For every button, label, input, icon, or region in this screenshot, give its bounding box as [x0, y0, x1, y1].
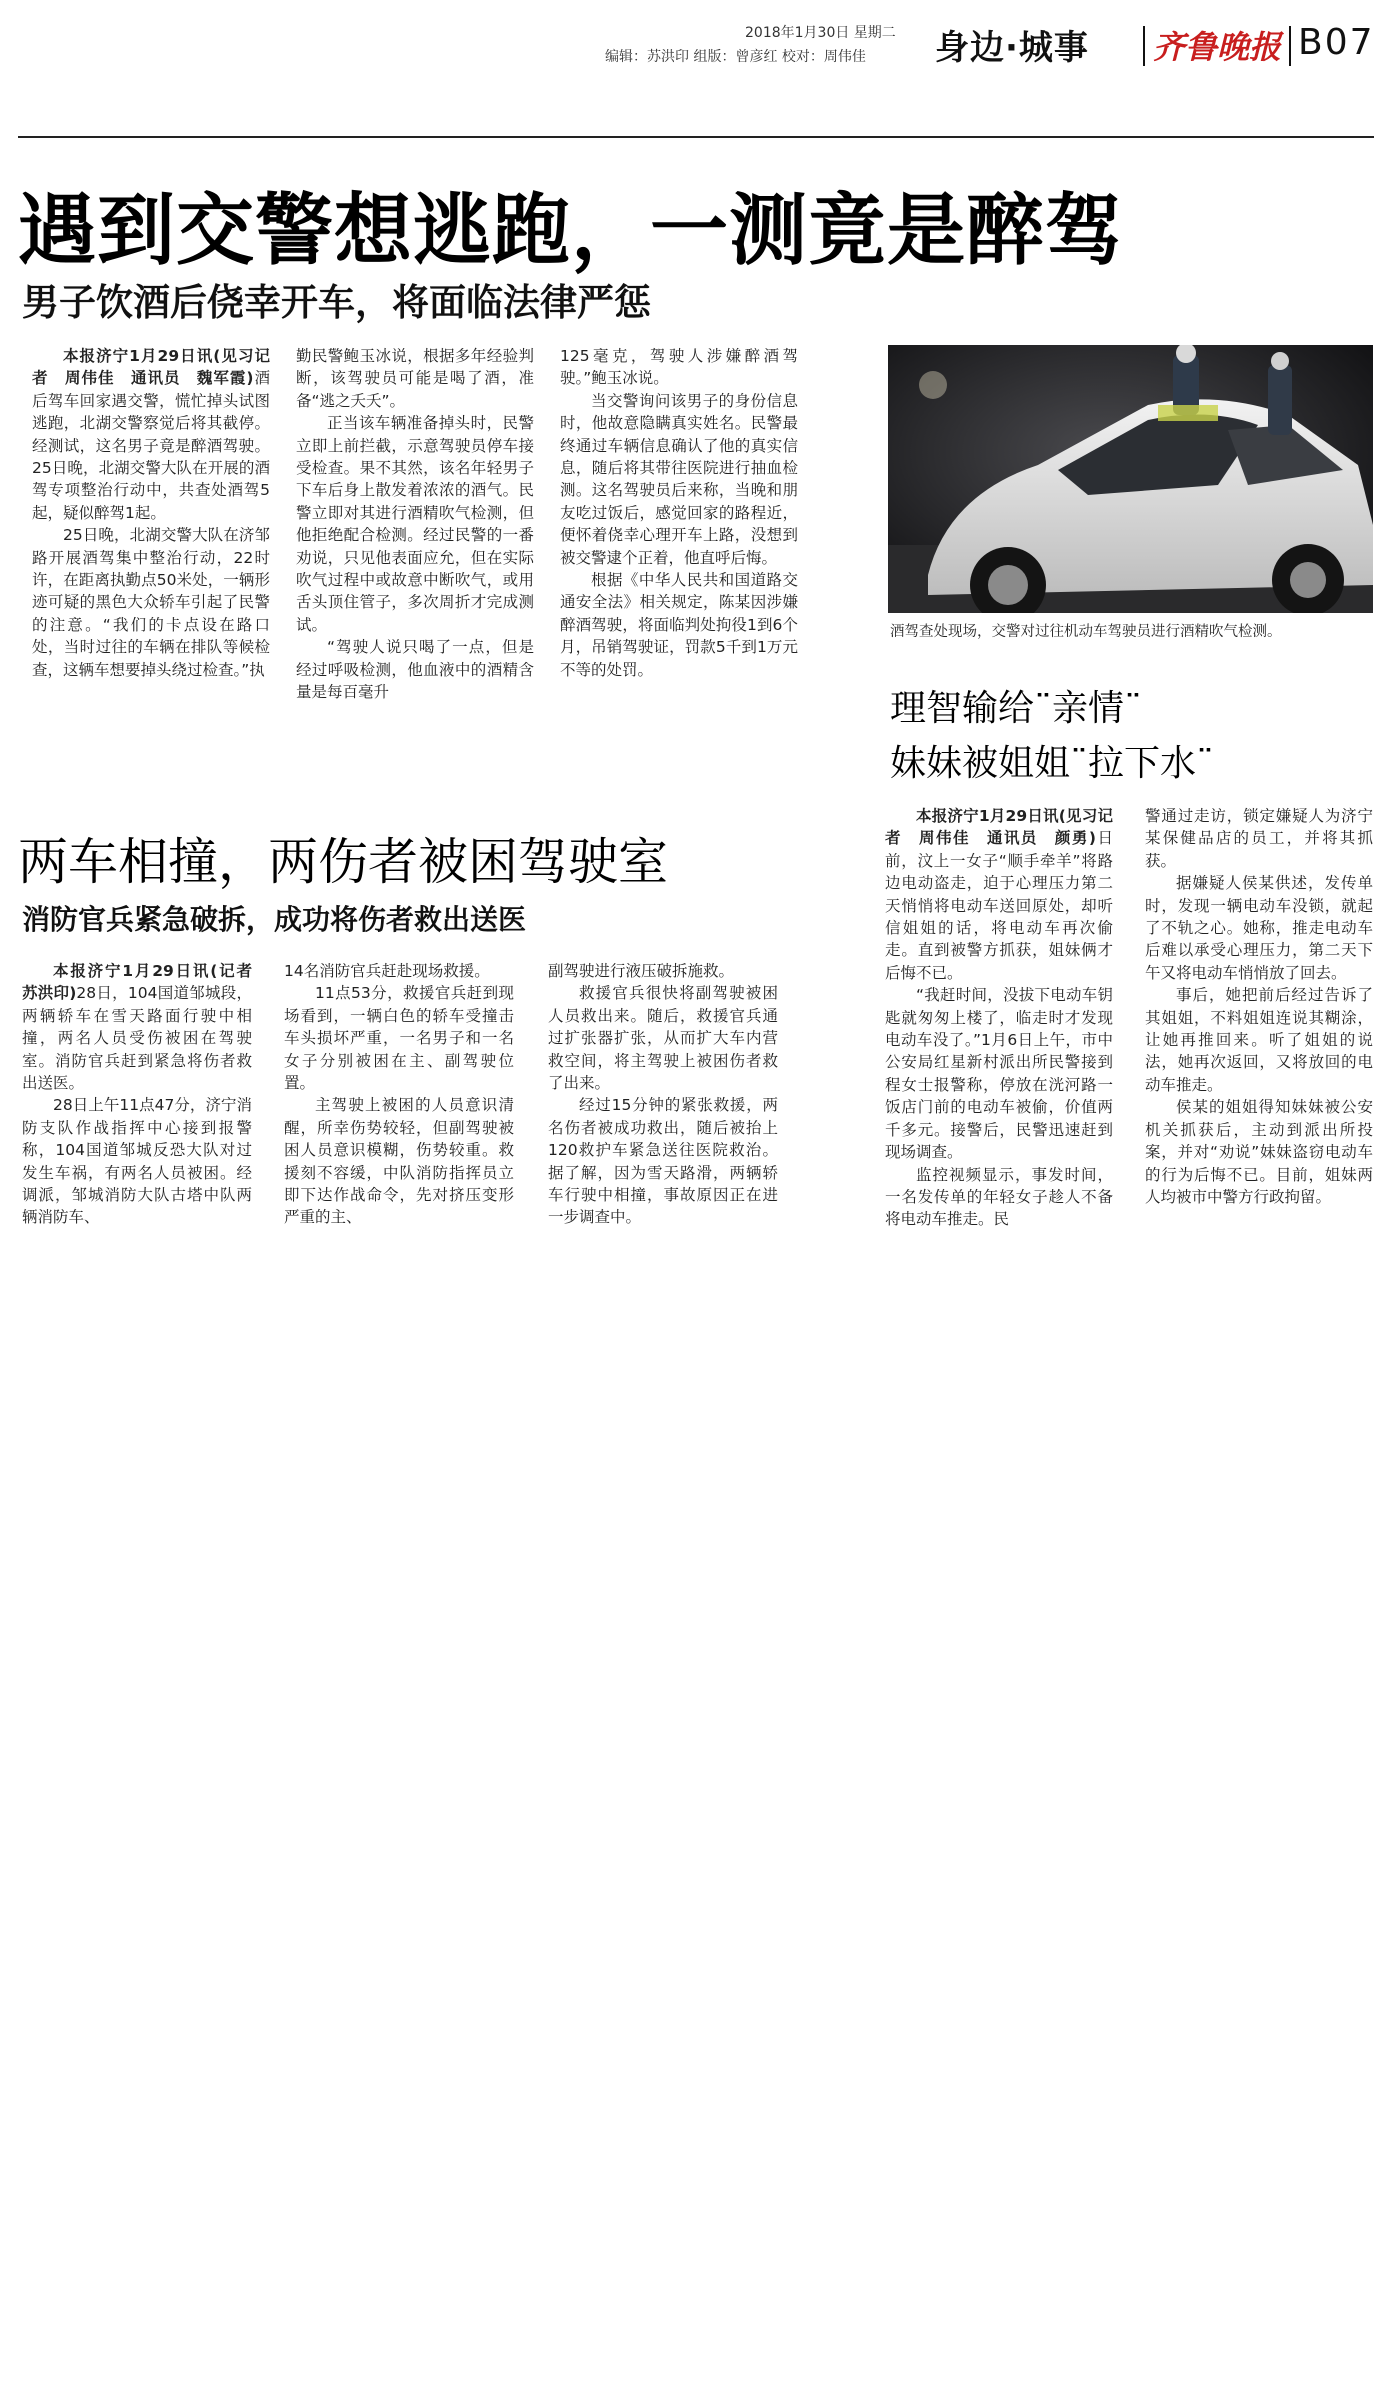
- paragraph: [22, 1094, 252, 1228]
- paragraph-text: 勤民警鲍玉冰说，根据多年经验判断，该驾驶员可能是喝了酒，准备“逃之夭夭”。: [296, 347, 534, 410]
- paragraph: [885, 1164, 1113, 1231]
- article1-headline: 遇到交警想逃跑，一测竟是醉驾: [18, 186, 1125, 276]
- article2-subhead: 消防官兵紧急破拆，成功将伤者救出送医: [22, 903, 527, 936]
- header-divider: [1143, 26, 1145, 66]
- paragraph: [885, 984, 1113, 1163]
- newspaper-logo: 齐鲁晚报: [1153, 28, 1282, 66]
- paragraph-text: 28日上午11点47分，济宁消防支队作战指挥中心接到报警称，104国道邹城反恐大队对过发生车祸，有两名人员被困。经调派，邹城消防大队古塔中队两辆消防车、: [22, 1096, 252, 1227]
- paragraph: [560, 345, 798, 390]
- paragraph-text: 酒后驾车回家遇交警，慌忙掉头试图逃跑，北湖交警察觉后将其截停。经测试，这名男子竟是醉酒驾驶。25日晚，北湖交警大队在开展的酒驾专项整治行动中，共查处酒驾5起，疑似醉驾1起。: [32, 369, 270, 522]
- paragraph: [548, 1094, 778, 1228]
- editors-credit: 编辑：苏洪印 组版：曾彦红 校对：周伟佳: [605, 49, 866, 65]
- paragraph: [548, 982, 778, 1094]
- paragraph-text: “我赶时间，没拔下电动车钥匙就匆匆上楼了，临走时才发现电动车没了。”1月6日上午，市中公安局红星新村派出所民警接到程女士报警称，停放在洸河路一饭店门前的电动车被偷，价值两千多元。接警后，民警迅速赶到现场调查。: [885, 986, 1113, 1162]
- paragraph-text: 据嫌疑人侯某供述，发传单时，发现一辆电动车没锁，就起了不轨之心。她称，推走电动车后难以承受心理压力，第二天下午又将电动车悄悄放了回去。: [1145, 874, 1373, 982]
- section-name: 身边·城事: [935, 28, 1089, 68]
- paragraph: [548, 960, 778, 982]
- paragraph: [296, 636, 534, 703]
- paragraph-text: 14名消防官兵赶赴现场救援。: [284, 962, 490, 980]
- article2-column-1: [22, 960, 268, 1229]
- paragraph: [1145, 984, 1373, 1096]
- paragraph: [1145, 872, 1373, 984]
- article1-column-3: [560, 345, 798, 681]
- paragraph: [560, 390, 798, 569]
- paragraph: [32, 345, 270, 524]
- paragraph-text: 救援官兵很快将副驾驶被困人员救出来。随后，救援官兵通过扩张器扩张，从而扩大车内营救空间，将主驾驶上被困伤者救了出来。: [548, 984, 778, 1093]
- paragraph-text: 正当该车辆准备掉头时，民警立即上前拦截，示意驾驶员停车接受检查。果不其然，该名年轻男子下车后身上散发着浓浓的酒气。民警立即对其进行酒精吹气检测，但他拒绝配合检测。经过民警的一番劝说，只见他表面应允，但在实际吹气过程中或故意中断吹气，或用舌头顶住管子，多次周折才完成测试。: [296, 414, 534, 634]
- dateline: 本报济宁1月29日讯(记者 苏洪印): [22, 962, 268, 1003]
- paragraph: [560, 569, 798, 681]
- paragraph: [1145, 1096, 1373, 1208]
- paragraph-text: 主驾驶上被困的人员意识清醒，所幸伤势较轻，但副驾驶被困人员意识模糊，伤势较重。救援刻不容缓，中队消防指挥员立即下达作战命令，先对挤压变形严重的主、: [284, 1096, 514, 1227]
- issue-date: 2018年1月30日 星期二: [745, 25, 896, 41]
- paragraph-text: 125毫克，驾驶人涉嫌醉酒驾驶。”鲍玉冰说。: [560, 347, 798, 388]
- paragraph: [1145, 805, 1373, 872]
- paragraph-text: 事后，她把前后经过告诉了其姐姐，不料姐姐连说其糊涂，让她再推回来。听了姐姐的说法，她再次返回，又将放回的电动车推走。: [1145, 986, 1373, 1094]
- article2-headline: 两车相撞，两伤者被困驾驶室: [18, 833, 668, 891]
- paragraph-text: 当交警询问该男子的身份信息时，他故意隐瞒真实姓名。民警最终通过车辆信息确认了他的真实信息，随后将其带往医院进行抽血检测。这名驾驶员后来称，当晚和朋友吃过饭后，感觉回家的路程近，便怀着侥幸心理开车上路，没想到被交警逮个正着，他直呼后悔。: [560, 391, 798, 567]
- paragraph-text: 经过15分钟的紧张救援，两名伤者被成功救出，随后被抬上120救护车紧急送往医院救治。据了解，因为雪天路滑，两辆轿车行驶中相撞，事故原因正在进一步调查中。: [548, 1096, 778, 1227]
- paragraph-text: 日前，汶上一女子“顺手牵羊”将路边电动盗走，迫于心理压力第二天悄悄将电动车送回原处，却听信姐姐的话，将电动车再次偷走。直到被警方抓获，姐妹俩才后悔不已。: [885, 829, 1113, 982]
- photo-illustration: [888, 345, 1373, 613]
- page-number: B07: [1298, 22, 1375, 63]
- article1-column-1: [32, 345, 270, 681]
- article3-column-1: [885, 805, 1113, 1231]
- paragraph: [885, 805, 1113, 984]
- paragraph-text: 根据《中华人民共和国道路交通安全法》相关规定，陈某因涉嫌醉酒驾驶，将面临判处拘役1到6个月，吊销驾驶证，罚款5千到1万元不等的处罚。: [560, 571, 798, 679]
- paragraph: [32, 524, 270, 681]
- paragraph-text: 11点53分，救援官兵赶到现场看到，一辆白色的轿车受撞击车头损坏严重，一名男子和一名女子分别被困在主、副驾驶位置。: [284, 984, 514, 1093]
- paragraph-text: “驾驶人说只喝了一点，但是经过呼吸检测，他血液中的酒精含量是每百毫升: [296, 638, 534, 702]
- paragraph: [22, 960, 268, 1094]
- paragraph-text: 监控视频显示，事发时间，一名发传单的年轻女子趁人不备将电动车推走。民: [885, 1165, 1113, 1229]
- paragraph: [296, 345, 534, 412]
- article2-column-3: [548, 960, 778, 1229]
- article1-column-2: [296, 345, 534, 704]
- article2-column-2: [284, 960, 514, 1229]
- paragraph-text: 警通过走访，锁定嫌疑人为济宁某保健品店的员工，并将其抓获。: [1145, 807, 1373, 870]
- dateline: 本报济宁1月29日讯(见习记者 周伟佳 通讯员 颜勇): [885, 807, 1113, 848]
- article1-subhead: 男子饮酒后侥幸开车，将面临法律严惩: [22, 281, 651, 324]
- paragraph-text: 副驾驶进行液压破拆施救。: [548, 962, 735, 980]
- paragraph-text: 25日晚，北湖交警大队在济邹路开展酒驾集中整治行动，22时许，在距离执勤点50米处，一辆形迹可疑的黑色大众轿车引起了民警的注意。“我们的卡点设在路口处，当时过往的车辆在排队等候检查，这辆车想要掉头绕过检查。”执: [32, 526, 270, 679]
- paragraph-text: 侯某的姐姐得知妹妹被公安机关抓获后，主动到派出所投案，并对“劝说”妹妹盗窃电动车的行为后悔不已。目前，姐妹两人均被市中警方行政拘留。: [1145, 1098, 1373, 1206]
- paragraph-text: 28日，104国道邹城段，两辆轿车在雪天路面行驶中相撞，两名人员受伤被困在驾驶室。消防官兵赶到紧急将伤者救出送医。: [22, 984, 252, 1093]
- photo-caption: 酒驾查处现场，交警对过往机动车驾驶员进行酒精吹气检测。: [890, 624, 1282, 640]
- paragraph: [284, 1094, 514, 1228]
- dateline: 本报济宁1月29日讯(见习记者 周伟佳 通讯员 魏军霞): [32, 347, 270, 388]
- header-divider-2: [1289, 26, 1291, 66]
- paragraph: [284, 982, 514, 1094]
- article3-headline-line1: 理智输给¨亲情¨: [890, 688, 1143, 729]
- article3-column-2: [1145, 805, 1373, 1208]
- paragraph: [296, 412, 534, 636]
- header-rule: [18, 136, 1374, 138]
- paragraph: [284, 960, 514, 982]
- dui-checkpoint-photo: [888, 345, 1373, 613]
- article3-headline-line2: 妹妹被姐姐¨拉下水¨: [890, 743, 1215, 784]
